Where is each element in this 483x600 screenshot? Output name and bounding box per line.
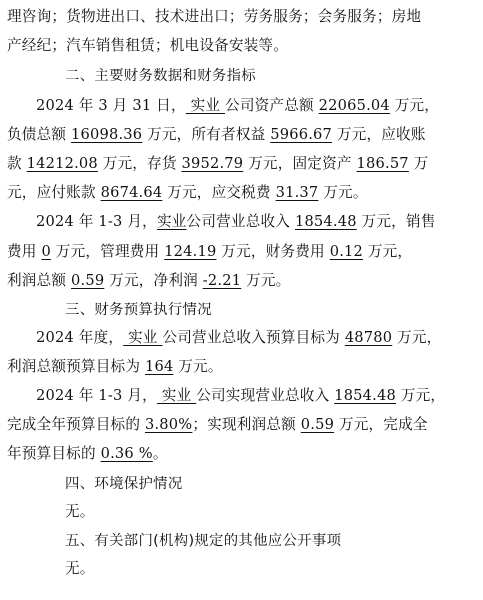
text-run: 公司营业总收入预算目标为 — [162, 329, 345, 346]
text-run: 万元，销售 — [356, 213, 436, 230]
text-run: 万元。 — [241, 272, 291, 289]
text-run: 2024 年 3 月 31 日， — [36, 97, 186, 114]
text-run: 万元， — [395, 387, 446, 404]
text-run: 利润总额 — [7, 272, 72, 289]
underlined-field-value: 8674.64 — [100, 184, 163, 201]
body-line — [36, 386, 445, 406]
underlined-field-value: 22065.04 — [318, 97, 390, 114]
underlined-field-value: 3.80% — [144, 416, 193, 433]
text-run: 万元，净利润 — [104, 272, 203, 289]
text-run: 公司实现营业总收入 — [196, 387, 335, 404]
body-line — [7, 357, 223, 377]
underlined-field-value: 实业 — [185, 97, 226, 114]
text-run: 理咨询；货物进出口、技术进出口；劳务服务；会务服务；房地 — [7, 8, 422, 25]
text-run: 万元， — [363, 243, 413, 260]
underlined-field-value: 实业 — [123, 329, 163, 346]
body-line — [36, 328, 441, 348]
text-run: 2024 年度， — [36, 329, 124, 346]
body-line — [65, 559, 95, 579]
body-line — [7, 415, 428, 435]
text-run: 款 — [7, 155, 27, 172]
underlined-field-value: 0 — [41, 243, 51, 260]
text-run: 无。 — [65, 560, 95, 577]
body-line — [65, 502, 95, 522]
underlined-field-value: 186.57 — [356, 155, 409, 172]
text-run: 无。 — [65, 503, 95, 520]
body-line — [7, 7, 421, 27]
body-line — [7, 183, 368, 203]
text-run: 二、主要财务数据和财务指标 — [65, 68, 256, 84]
body-line — [7, 444, 168, 464]
body-line — [36, 212, 436, 232]
underlined-field-value: 16098.36 — [71, 126, 143, 143]
underlined-field-value: 31.37 — [275, 184, 319, 201]
underlined-field-value: 实业 — [156, 387, 197, 404]
underlined-field-value: 0.59 — [71, 272, 105, 289]
underlined-field-value: 0.36 % — [100, 445, 153, 462]
body-line — [36, 96, 439, 116]
text-run: 万元， — [392, 329, 442, 346]
text-run: 万元，完成全 — [334, 416, 428, 433]
text-run: 产经纪；汽车销售租赁；机电设备安装等。 — [7, 37, 289, 54]
section-heading — [65, 300, 212, 320]
body-line — [7, 36, 288, 56]
underlined-field-value: 1854.48 — [294, 213, 357, 230]
text-run: 四、环境保护情况 — [65, 476, 183, 492]
text-run: 万元，财务费用 — [216, 243, 330, 260]
text-run: 公司营业总收入 — [186, 213, 295, 230]
text-run: 。 — [152, 445, 168, 462]
underlined-field-value: 0.59 — [300, 416, 335, 433]
text-run: 费用 — [7, 243, 42, 260]
text-run: 万元，存货 — [97, 155, 182, 172]
underlined-field-value: 5966.67 — [270, 126, 333, 143]
text-run: 万 — [408, 155, 429, 172]
underlined-field-value: 14212.08 — [26, 155, 98, 172]
text-run: 万元，固定资产 — [243, 155, 357, 172]
body-line — [7, 271, 290, 291]
underlined-field-value: 1854.48 — [334, 387, 396, 404]
text-run: 元，应付账款 — [7, 184, 101, 201]
text-run: 利润总额预算目标为 — [7, 358, 145, 375]
text-run: 万元。 — [318, 184, 368, 201]
text-run: 万元，应收账 — [332, 126, 426, 143]
underlined-field-value: 124.19 — [164, 243, 217, 260]
text-run: ；实现利润总额 — [192, 416, 301, 433]
text-run: 年预算目标的 — [7, 445, 101, 462]
text-run: 万元， — [389, 97, 440, 114]
body-line — [7, 154, 428, 174]
text-run: 万元。 — [173, 358, 223, 375]
section-heading — [65, 66, 256, 86]
section-heading — [65, 531, 341, 551]
text-run: 三、财务预算执行情况 — [65, 302, 212, 318]
body-line — [7, 125, 426, 145]
underlined-field-value: 3952.79 — [181, 155, 244, 172]
text-run: 公司资产总额 — [225, 97, 319, 114]
underlined-field-value: 实业 — [156, 213, 187, 230]
text-run: 万元，所有者权益 — [142, 126, 271, 143]
text-run: 负债总额 — [7, 126, 72, 143]
underlined-field-value: -2.21 — [202, 272, 242, 289]
underlined-field-value: 164 — [144, 358, 174, 375]
underlined-field-value: 0.12 — [329, 243, 363, 260]
text-run: 2024 年 1-3 月， — [36, 387, 157, 404]
text-run: 万元，应交税费 — [162, 184, 276, 201]
body-line — [7, 242, 412, 262]
text-run: 完成全年预算目标的 — [7, 416, 145, 433]
underlined-field-value: 48780 — [344, 329, 393, 346]
text-run: 五、有关部门(机构)规定的其他应公开事项 — [65, 533, 342, 549]
text-run: 2024 年 1-3 月， — [36, 213, 157, 230]
section-heading — [65, 474, 183, 494]
text-run: 万元，管理费用 — [50, 243, 165, 260]
